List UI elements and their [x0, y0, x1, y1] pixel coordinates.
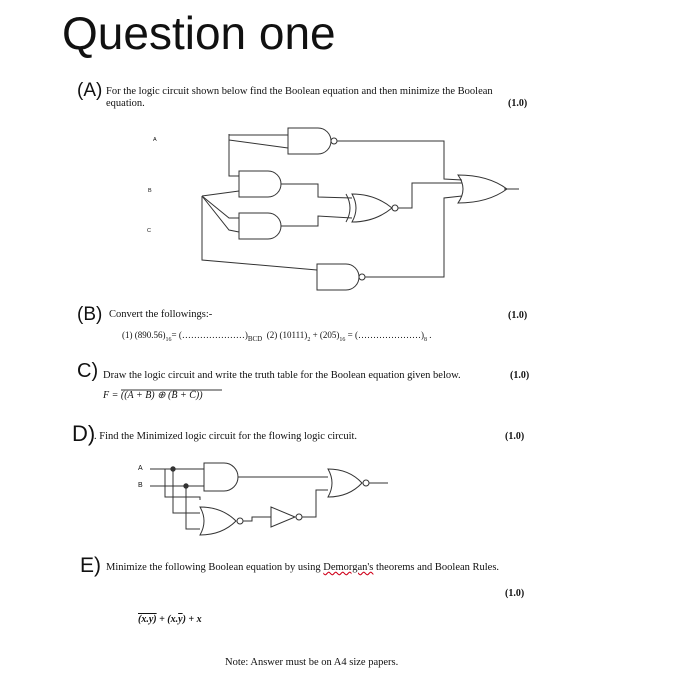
part-b-points: (1.0) [508, 310, 528, 321]
xor-gate-bubble [392, 205, 398, 211]
part-c-label: C) [77, 360, 99, 382]
circuit-d [150, 463, 388, 535]
or-gate-output [458, 175, 507, 203]
input-label-c: C [147, 228, 151, 234]
nand-gate-1 [288, 128, 331, 154]
circuit-a [202, 128, 519, 290]
input-label-d-b: B [138, 482, 143, 489]
part-a-points: (1.0) [508, 98, 528, 109]
and-gate-3 [239, 213, 281, 239]
part-b-text: Convert the followings:- [109, 309, 213, 320]
and-gate-4-bubble [359, 274, 365, 280]
part-e-text: Minimize the following Boolean equation by using Demorgan's theorems and Boolean Rules. [106, 562, 500, 573]
d-buffer-gate [271, 507, 295, 527]
part-b-conversions: (1) $(890.56)_{16}=$ $(\dots\dots\dots\dots\dots\dots\dots)_{BCD}$ (2) $(10111)_2 + (205)_{16}$ = $(\dots\dots\dots\dots\dots\dots\dots)_8$ . [122, 330, 432, 343]
d-and-gate [204, 463, 238, 491]
conversion-1: (1) (890.56) [122, 330, 166, 340]
and-gate-2 [239, 171, 281, 197]
part-b-label: (B) [77, 304, 103, 325]
input-label-d-a: A [138, 465, 143, 472]
page-title: Question one [62, 7, 336, 59]
part-e-points: (1.0) [505, 588, 525, 599]
part-c-points: (1.0) [510, 370, 530, 381]
d-output-gate [328, 469, 362, 497]
part-a-label: (A) [77, 80, 103, 101]
d-or-gate [200, 507, 236, 535]
part-a-text-line2: equation. [106, 98, 145, 109]
part-c-equation: F = ((A + B) ⊕ (B̄ + C̄)) [103, 390, 203, 401]
part-e-label: E) [80, 554, 101, 577]
nand-gate-1-bubble [331, 138, 337, 144]
part-d-text: . Find the Minimized logic circuit for the flowing logic circuit. [94, 431, 358, 442]
part-e-equation: $(x.y) + (x.\overline{y}) + x$ [138, 614, 202, 625]
and-gate-4 [317, 264, 359, 290]
part-d-label: D) [72, 421, 96, 446]
note-text: Note: Answer must be on A4 size papers. [225, 657, 399, 668]
xor-gate [352, 194, 392, 222]
wire-c [202, 196, 317, 270]
part-c-text: Draw the logic circuit and write the truth table for the Boolean equation given below. [103, 370, 461, 381]
conversion-2: (2) (10111) [266, 330, 308, 340]
part-a-text-line1: For the logic circuit shown below find the Boolean equation and then minimize the Boolean [106, 86, 493, 97]
input-label-b: B [148, 188, 152, 194]
input-label-a: A [153, 137, 157, 143]
part-d-points: (1.0) [505, 431, 525, 442]
